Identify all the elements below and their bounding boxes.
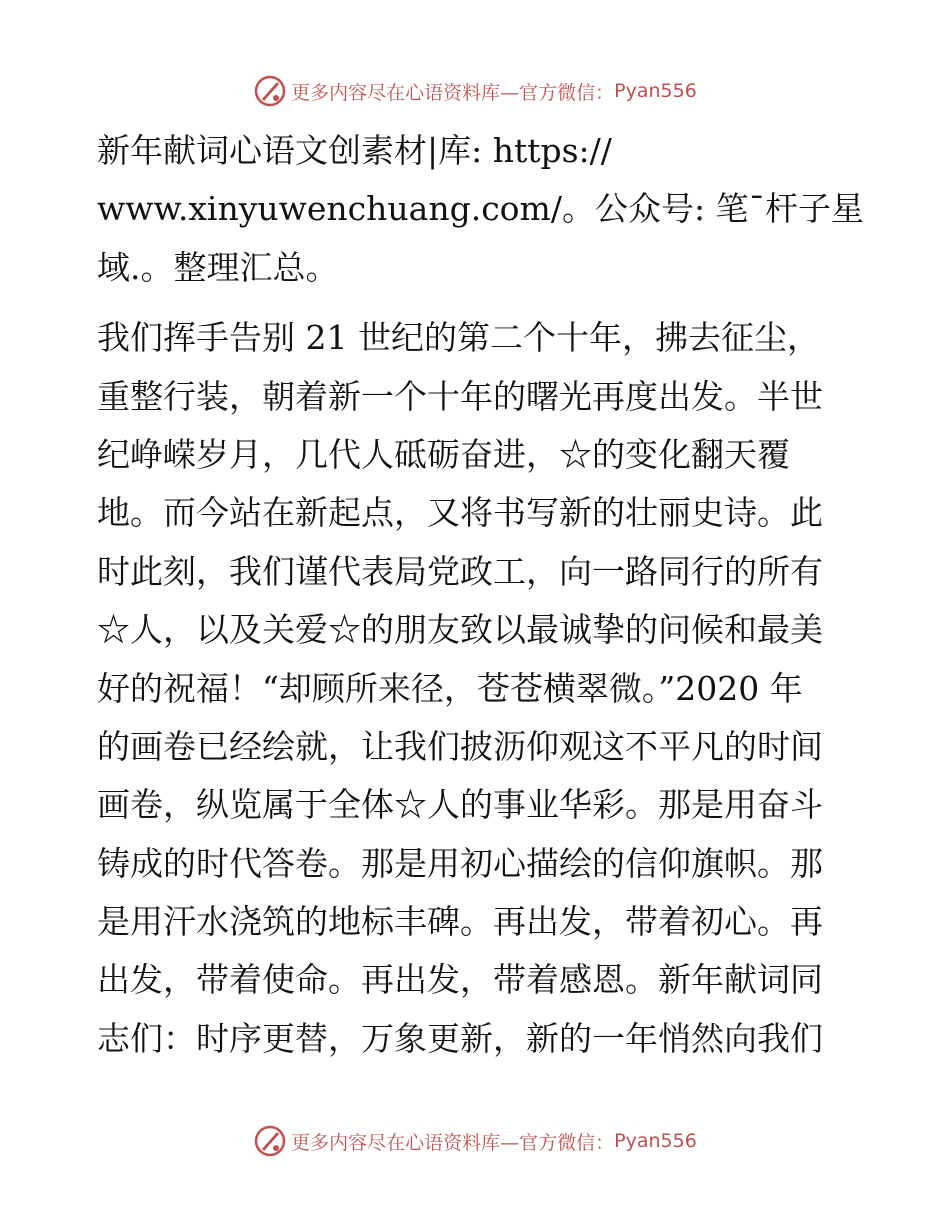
text-line: 画卷，纵览属于全体☆人的事业华彩。那是用奋斗 <box>97 785 823 825</box>
text-line: 纪峥嵘岁月，几代人砥砺奋进，☆的变化翻天覆 <box>97 434 790 474</box>
text-line: 志们：时序更替，万象更新，新的一年悄然向我们 <box>97 1018 823 1058</box>
paragraph-main <box>97 309 853 1068</box>
document-body <box>97 122 865 1068</box>
text-line: 我们挥手告别 21 世纪的第二个十年，拂去征尘， <box>97 318 820 358</box>
banner-handle: Pyan556 <box>614 1130 697 1152</box>
quill-logo-icon <box>253 74 287 108</box>
banner-text: 更多内容尽在心语资料库—官方微信： <box>291 1131 615 1154</box>
banner-text: 更多内容尽在心语资料库—官方微信： <box>291 81 615 104</box>
footer-banner <box>0 1121 950 1161</box>
quill-logo-icon <box>253 1124 287 1158</box>
text-line: 新年献词心语文创素材|库: https:// <box>97 131 612 170</box>
paragraph-intro <box>97 122 865 297</box>
text-line: 是用汗水浇筑的地标丰碑。再出发，带着初心。再 <box>97 902 823 942</box>
text-line: 重整行装，朝着新一个十年的曙光再度出发。半世 <box>97 376 823 416</box>
text-line: 的画卷已经绘就，让我们披沥仰观这不平凡的时间 <box>97 726 823 766</box>
text-line: 域.。整理汇总。 <box>97 247 339 287</box>
text-line: 铸成的时代答卷。那是用初心描绘的信仰旗帜。那 <box>97 843 823 883</box>
text-line: 时此刻，我们谨代表局党政工，向一路同行的所有 <box>97 551 823 591</box>
text-line: 地。而今站在新起点，又将书写新的壮丽史诗。此 <box>97 493 823 533</box>
text-line: ☆人，以及关爱☆的朋友致以最诚挚的问候和最美 <box>97 610 823 650</box>
text-line: 好的祝福！“却顾所来径，苍苍横翠微。”2020 年 <box>97 668 803 708</box>
text-line: www.xinyuwenchuang.com/。公众号: 笔¯杆子星 <box>97 189 865 229</box>
banner-handle: Pyan556 <box>614 80 697 102</box>
text-line: 出发，带着使命。再出发，带着感恩。新年献词同 <box>97 960 823 1000</box>
header-banner <box>0 71 950 111</box>
